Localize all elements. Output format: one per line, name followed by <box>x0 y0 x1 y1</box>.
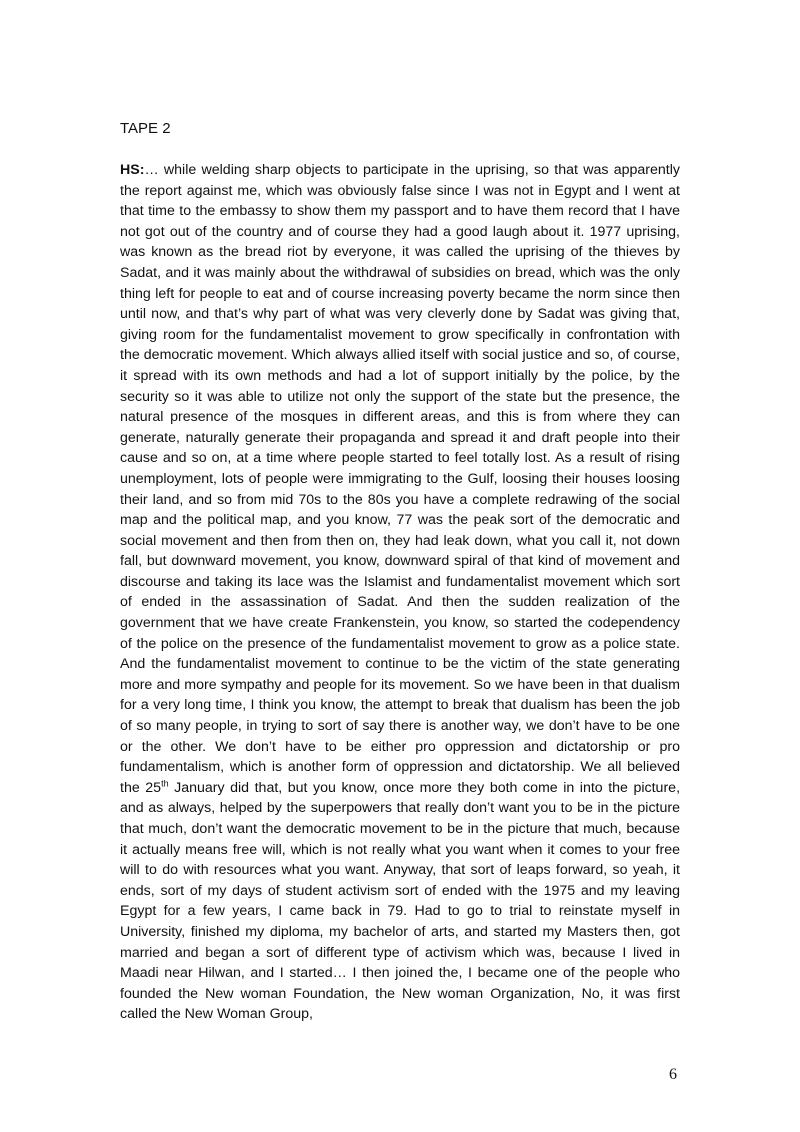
tape-heading: TAPE 2 <box>120 120 171 137</box>
transcript-text-part2: January did that, but you know, once more they both come in into the picture, and as always, helped by the superpowers that really don’t want you to be in the picture that much, don’t want the democratic movement to be in the picture that much, because it actually means free will, which is not really what you want when it comes to your free will to do with resources what you want. Anyway, that sort of leaps forward, so yeah, it ends, sort of my days of student activism sort of ended with the 1975 and my leaving Egypt for a few years, I came back in 79. Had to go to trial to reinstate myself in University, finished my diploma, my bachelor of arts, and started my Masters then, got married and began a sort of different type of activism which was, because I lived in Maadi near Hilwan, and I started… I then joined the, I became one of the people who founded the New woman Foundation, the New woman Organization, No, it was first called the New Woman Group, <box>120 779 681 1023</box>
transcript-paragraph <box>120 160 680 1025</box>
ordinal-superscript: th <box>161 778 169 789</box>
transcript-text-part1: … while welding sharp objects to participate in the uprising, so that was apparently the report against me, which was obviously false since I was not in Egypt and I went at that time to the embassy to show them my passport and to have them record that I have not got out of the country and of course they had a good laugh about it. 1977 uprising, was known as the bread riot by everyone, it was called the uprising of the thieves by Sadat, and it was mainly about the withdrawal of subsidies on bread, which was the only thing left for people to eat and of course increasing poverty became the norm since then until now, and that’s why part of what was very cleverly done by Sadat was giving that, giving room for the fundamentalist movement to grow specifically in confrontation with the democratic movement. Which always allied itself with social justice and so, of course, it spread with its own methods and had a lot of support initially by the police, by the security so it was able to utilize not only the support of the state but the presence, the natural presence of the mosques in different areas, and this is from where they can generate, naturally generate their propaganda and spread it and draft people into their cause and so on, at a time where people started to feel totally lost. As a result of rising unemployment, lots of people were immigrating to the Gulf, loosing their houses loosing their land, and so from mid 70s to the 80s you have a complete redrawing of the social map and the political map, and you know, 77 was the peak sort of the democratic and social movement and then from then on, they had leak down, what you call it, not down fall, but downward movement, you know, downward spiral of that kind of movement and discourse and taking its lace was the Islamist and fundamentalist movement which sort of ended in the assassination of Sadat. And then the sudden realization of the government that we have create Frankenstein, you know, so started the codependency of the police on the presence of the fundamentalist movement to grow as a police state. And the fundamentalist movement to continue to be the victim of the state generating more and more sympathy and people for its movement. So we have been in that dualism for a very long time, I think you know, the attempt to break that dualism has been the job of so many people, in trying to sort of say there is another way, we don’t have to be one or the other. We don’t have to be either pro oppression and dictatorship or pro fundamentalism, which is another form of oppression and dictatorship. We all believed the 25 <box>120 162 680 796</box>
speaker-label: HS: <box>120 162 145 178</box>
page-number: 6 <box>669 1066 677 1083</box>
